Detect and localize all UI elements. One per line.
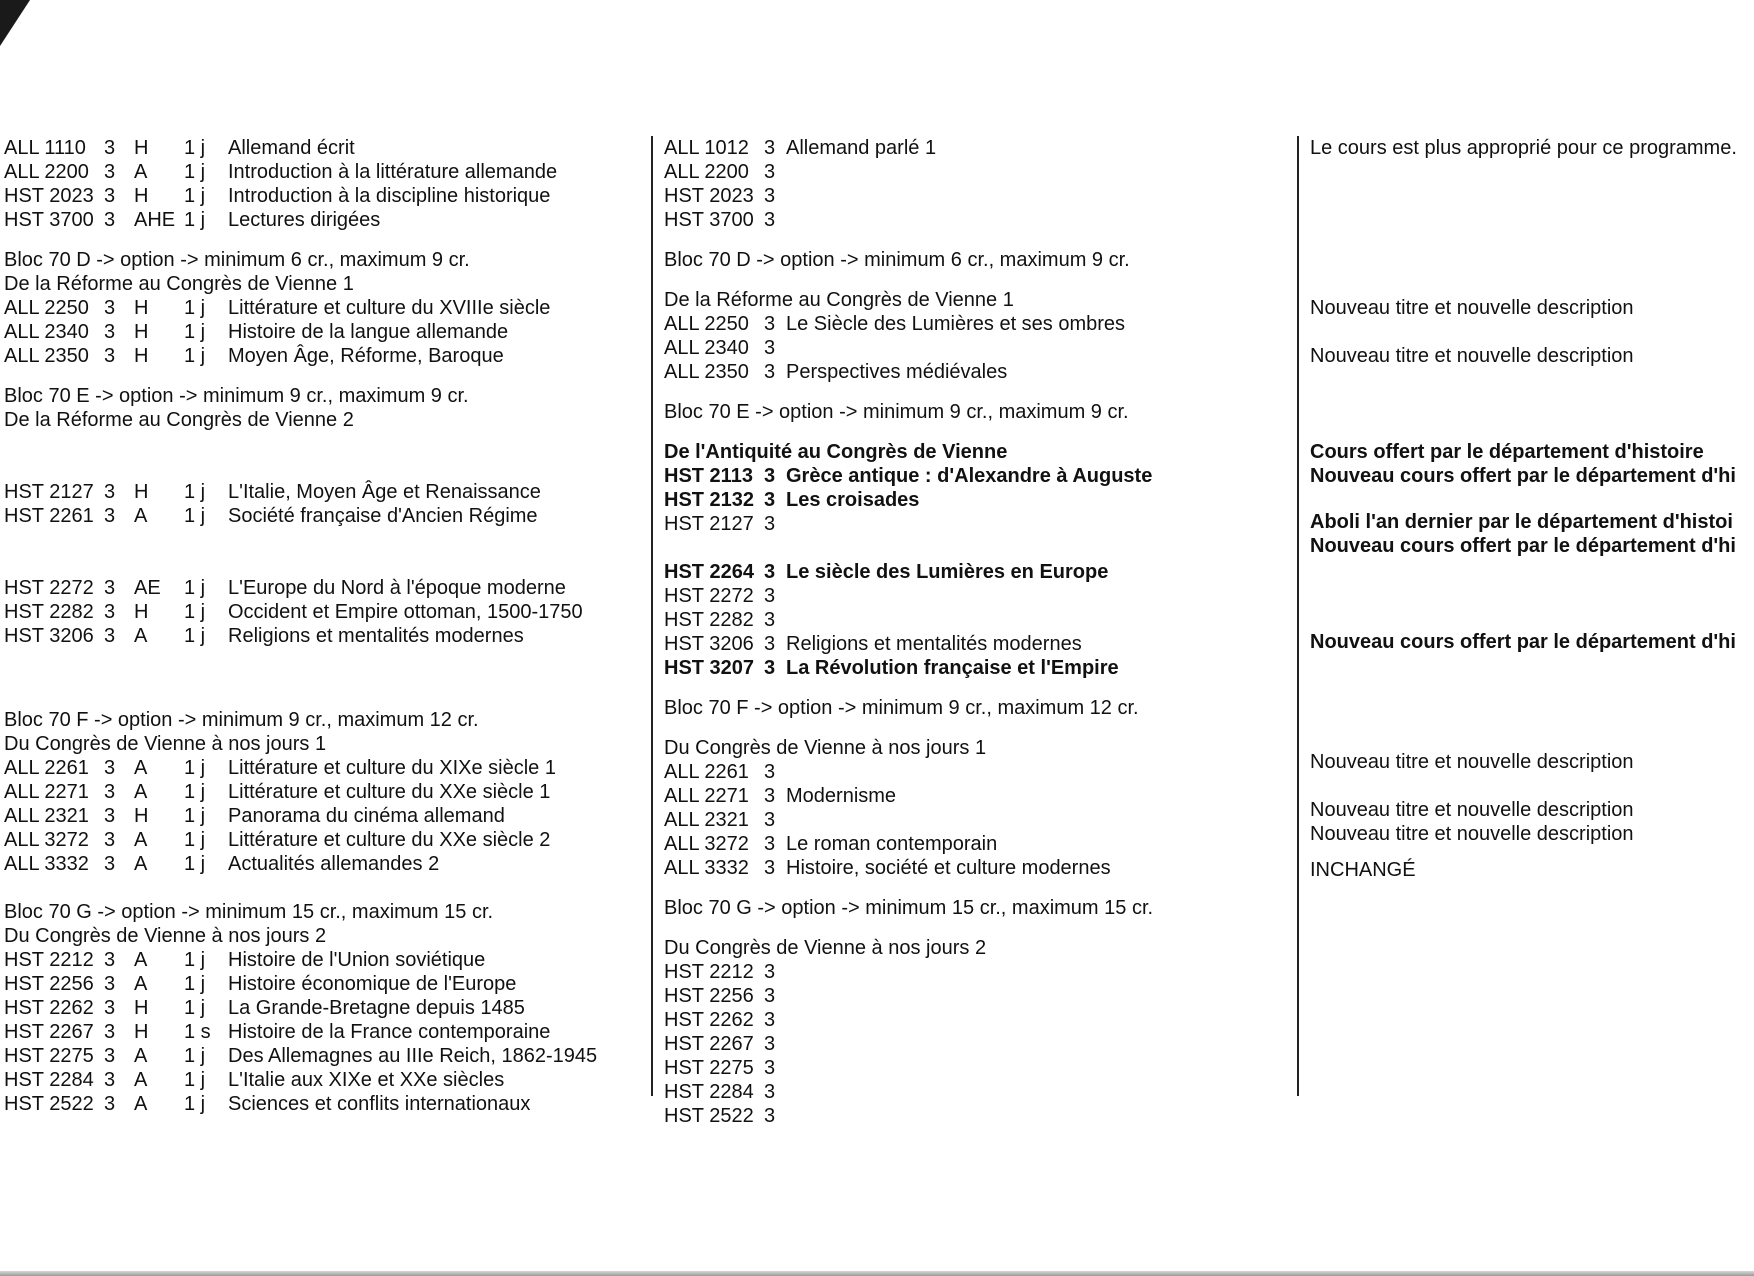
comment-hst-2113: Cours offert par le département d'histoire bbox=[1310, 441, 1704, 463]
course-title: Littérature et culture du XXe siècle 2 bbox=[228, 829, 551, 851]
course-code: HST 3700 bbox=[4, 209, 94, 231]
course-code: HST 3207 bbox=[664, 657, 755, 679]
course-credits: 3 bbox=[104, 997, 116, 1019]
course-credits: 3 bbox=[764, 1081, 776, 1103]
course-row bbox=[664, 160, 1284, 184]
course-credits: 3 bbox=[104, 1069, 116, 1091]
course-row bbox=[664, 960, 1284, 984]
course-title: Allemand écrit bbox=[228, 137, 355, 159]
course-row bbox=[664, 136, 1284, 160]
course-row bbox=[664, 784, 1284, 808]
course-duration: 1 j bbox=[184, 505, 206, 527]
course-code: ALL 2321 bbox=[4, 805, 89, 827]
bloc-d-header: Bloc 70 D -> option -> minimum 6 cr., maximum 9 cr. bbox=[664, 249, 1130, 271]
course-row bbox=[4, 852, 644, 876]
course-row bbox=[664, 608, 1284, 632]
course-row bbox=[664, 1056, 1284, 1080]
course-type: H bbox=[134, 601, 149, 623]
course-row bbox=[4, 344, 644, 368]
course-type: H bbox=[134, 345, 149, 367]
course-row bbox=[664, 1104, 1284, 1128]
course-code: ALL 2340 bbox=[664, 337, 749, 359]
course-type: A bbox=[134, 625, 148, 647]
course-credits: 3 bbox=[104, 185, 116, 207]
course-credits: 3 bbox=[764, 809, 776, 831]
course-row bbox=[664, 560, 1284, 584]
course-title: Lectures dirigées bbox=[228, 209, 381, 231]
course-credits: 3 bbox=[764, 657, 776, 679]
course-title: Grèce antique : d'Alexandre à Auguste bbox=[786, 465, 1153, 487]
course-row bbox=[664, 1008, 1284, 1032]
course-row bbox=[4, 160, 644, 184]
course-credits: 3 bbox=[104, 1021, 116, 1043]
course-code: HST 2127 bbox=[664, 513, 754, 535]
bloc-g-header: Bloc 70 G -> option -> minimum 15 cr., maximum 15 cr. bbox=[4, 901, 494, 923]
course-credits: 3 bbox=[764, 985, 776, 1007]
course-type: A bbox=[134, 853, 148, 875]
course-code: HST 2284 bbox=[4, 1069, 94, 1091]
course-title: Le siècle des Lumières en Europe bbox=[786, 561, 1109, 583]
course-title: Littérature et culture du XVIIIe siècle bbox=[228, 297, 551, 319]
course-row bbox=[664, 984, 1284, 1008]
course-duration: 1 j bbox=[184, 1069, 206, 1091]
course-code: HST 2282 bbox=[664, 609, 754, 631]
comment-intro: Le cours est plus approprié pour ce programme. bbox=[1310, 137, 1737, 159]
course-row bbox=[4, 320, 644, 344]
course-row bbox=[664, 464, 1284, 488]
course-credits: 3 bbox=[104, 345, 116, 367]
course-code: HST 2522 bbox=[664, 1105, 754, 1127]
course-type: H bbox=[134, 137, 149, 159]
course-type: A bbox=[134, 757, 148, 779]
course-code: ALL 2200 bbox=[664, 161, 749, 183]
course-title: Histoire de la langue allemande bbox=[228, 321, 509, 343]
course-credits: 3 bbox=[104, 321, 116, 343]
course-duration: 1 j bbox=[184, 345, 206, 367]
course-title: Occident et Empire ottoman, 1500-1750 bbox=[228, 601, 583, 623]
bloc-d-course-list bbox=[4, 296, 644, 368]
course-row bbox=[664, 856, 1284, 880]
course-row bbox=[4, 996, 644, 1020]
course-duration: 1 j bbox=[184, 1045, 206, 1067]
scan-corner-fold bbox=[0, 0, 30, 46]
comment-all-3332: Nouveau titre et nouvelle description bbox=[1310, 823, 1634, 845]
course-code: ALL 3332 bbox=[4, 853, 89, 875]
comment-all-2350: Nouveau titre et nouvelle description bbox=[1310, 345, 1634, 367]
course-code: HST 2262 bbox=[664, 1009, 754, 1031]
course-code: ALL 2261 bbox=[664, 761, 749, 783]
course-credits: 3 bbox=[104, 297, 116, 319]
course-credits: 3 bbox=[764, 465, 776, 487]
course-title: Société française d'Ancien Régime bbox=[228, 505, 538, 527]
course-row bbox=[664, 184, 1284, 208]
course-code: ALL 3272 bbox=[664, 833, 749, 855]
course-credits: 3 bbox=[104, 137, 116, 159]
bloc-d-subtitle: De la Réforme au Congrès de Vienne 1 bbox=[664, 289, 1014, 311]
bloc-e-course-list-a bbox=[664, 464, 1284, 536]
bloc-e-course-list-a bbox=[4, 480, 644, 528]
course-title: Perspectives médiévales bbox=[786, 361, 1008, 383]
course-code: ALL 2350 bbox=[664, 361, 749, 383]
course-code: HST 2272 bbox=[664, 585, 754, 607]
column-divider-1 bbox=[651, 136, 653, 1096]
course-title: L'Italie aux XIXe et XXe siècles bbox=[228, 1069, 505, 1091]
course-title: Modernisme bbox=[786, 785, 897, 807]
course-row bbox=[664, 1032, 1284, 1056]
course-row bbox=[4, 296, 644, 320]
course-row bbox=[664, 312, 1284, 336]
bloc-e-header: Bloc 70 E -> option -> minimum 9 cr., maximum 9 cr. bbox=[4, 385, 469, 407]
course-type: A bbox=[134, 1069, 148, 1091]
comment-all-3272: Nouveau titre et nouvelle description bbox=[1310, 799, 1634, 821]
course-credits: 3 bbox=[104, 577, 116, 599]
course-code: ALL 2321 bbox=[664, 809, 749, 831]
course-credits: 3 bbox=[104, 949, 116, 971]
course-row bbox=[4, 972, 644, 996]
course-code: ALL 3332 bbox=[664, 857, 749, 879]
course-code: HST 2256 bbox=[4, 973, 94, 995]
course-row bbox=[664, 632, 1284, 656]
course-duration: 1 j bbox=[184, 973, 206, 995]
course-code: HST 2127 bbox=[4, 481, 94, 503]
course-row bbox=[4, 780, 644, 804]
course-title: Le roman contemporain bbox=[786, 833, 998, 855]
course-row bbox=[664, 1080, 1284, 1104]
bloc-e-subtitle: De la Réforme au Congrès de Vienne 2 bbox=[4, 409, 354, 431]
course-row bbox=[664, 808, 1284, 832]
course-duration: 1 j bbox=[184, 1093, 206, 1115]
course-duration: 1 j bbox=[184, 577, 206, 599]
modified-program-column bbox=[664, 136, 1284, 1128]
course-row bbox=[664, 832, 1284, 856]
course-code: HST 3206 bbox=[4, 625, 94, 647]
course-row bbox=[664, 512, 1284, 536]
course-credits: 3 bbox=[104, 505, 116, 527]
course-row bbox=[4, 948, 644, 972]
course-row bbox=[664, 656, 1284, 680]
course-type: A bbox=[134, 1093, 148, 1115]
bloc-e-course-list-b bbox=[4, 576, 644, 648]
course-credits: 3 bbox=[104, 757, 116, 779]
course-code: HST 2284 bbox=[664, 1081, 754, 1103]
bloc-f-course-list bbox=[664, 760, 1284, 880]
course-credits: 3 bbox=[764, 337, 776, 359]
bloc-d-course-list bbox=[664, 312, 1284, 384]
comment-hst-3207: Nouveau cours offert par le département d'hi bbox=[1310, 631, 1736, 653]
comment-hst-2264: Nouveau cours offert par le département d'hi bbox=[1310, 535, 1736, 557]
course-credits: 3 bbox=[104, 1093, 116, 1115]
comment-bloc-g: INCHANGÉ bbox=[1310, 859, 1416, 881]
course-duration: 1 j bbox=[184, 601, 206, 623]
bloc-d-subtitle: De la Réforme au Congrès de Vienne 1 bbox=[4, 273, 354, 295]
course-row bbox=[4, 600, 644, 624]
course-credits: 3 bbox=[104, 161, 116, 183]
course-code: HST 2275 bbox=[664, 1057, 754, 1079]
course-credits: 3 bbox=[764, 137, 776, 159]
course-code: HST 2522 bbox=[4, 1093, 94, 1115]
course-credits: 3 bbox=[764, 833, 776, 855]
course-credits: 3 bbox=[104, 805, 116, 827]
comment-hst-2132: Nouveau cours offert par le département d'hi bbox=[1310, 465, 1736, 487]
bloc-f-subtitle: Du Congrès de Vienne à nos jours 1 bbox=[664, 737, 987, 759]
comment-all-2250: Nouveau titre et nouvelle description bbox=[1310, 297, 1634, 319]
course-type: H bbox=[134, 321, 149, 343]
course-credits: 3 bbox=[104, 853, 116, 875]
course-row bbox=[664, 360, 1284, 384]
course-row bbox=[4, 624, 644, 648]
course-duration: 1 j bbox=[184, 297, 206, 319]
course-code: ALL 2250 bbox=[664, 313, 749, 335]
course-code: HST 2267 bbox=[664, 1033, 754, 1055]
intro-course-list bbox=[664, 136, 1284, 232]
course-row bbox=[4, 136, 644, 160]
bloc-e-course-list-b bbox=[664, 560, 1284, 680]
course-code: ALL 2250 bbox=[4, 297, 89, 319]
course-duration: 1 j bbox=[184, 781, 206, 803]
course-row bbox=[4, 184, 644, 208]
course-credits: 3 bbox=[764, 209, 776, 231]
scan-bottom-edge bbox=[0, 1271, 1754, 1276]
course-credits: 3 bbox=[764, 961, 776, 983]
course-type: H bbox=[134, 481, 149, 503]
course-title: Les croisades bbox=[786, 489, 920, 511]
course-type: A bbox=[134, 973, 148, 995]
course-code: ALL 2271 bbox=[664, 785, 749, 807]
bloc-g-course-list bbox=[4, 948, 644, 1116]
course-title: Religions et mentalités modernes bbox=[786, 633, 1082, 655]
course-code: ALL 1012 bbox=[664, 137, 749, 159]
course-type: A bbox=[134, 505, 148, 527]
course-credits: 3 bbox=[104, 1045, 116, 1067]
course-credits: 3 bbox=[104, 625, 116, 647]
course-title: Allemand parlé 1 bbox=[786, 137, 937, 159]
course-credits: 3 bbox=[764, 313, 776, 335]
bloc-d-header: Bloc 70 D -> option -> minimum 6 cr., maximum 9 cr. bbox=[4, 249, 470, 271]
bloc-g-subtitle: Du Congrès de Vienne à nos jours 2 bbox=[664, 937, 987, 959]
course-code: ALL 2350 bbox=[4, 345, 89, 367]
course-type: A bbox=[134, 949, 148, 971]
course-code: HST 2212 bbox=[4, 949, 94, 971]
course-title: L'Europe du Nord à l'époque moderne bbox=[228, 577, 566, 599]
course-credits: 3 bbox=[104, 781, 116, 803]
course-title: Introduction à la discipline historique bbox=[228, 185, 551, 207]
course-duration: 1 j bbox=[184, 137, 206, 159]
course-duration: 1 j bbox=[184, 805, 206, 827]
course-credits: 3 bbox=[764, 513, 776, 535]
course-credits: 3 bbox=[104, 829, 116, 851]
course-title: Panorama du cinéma allemand bbox=[228, 805, 505, 827]
bloc-g-header: Bloc 70 G -> option -> minimum 15 cr., maximum 15 cr. bbox=[664, 897, 1154, 919]
course-code: HST 2256 bbox=[664, 985, 754, 1007]
current-program-column bbox=[4, 136, 644, 1116]
course-code: HST 3700 bbox=[664, 209, 754, 231]
course-type: H bbox=[134, 805, 149, 827]
course-title: Histoire, société et culture modernes bbox=[786, 857, 1111, 879]
course-title: Histoire de l'Union soviétique bbox=[228, 949, 486, 971]
course-row bbox=[4, 504, 644, 528]
course-credits: 3 bbox=[104, 601, 116, 623]
course-credits: 3 bbox=[764, 561, 776, 583]
course-credits: 3 bbox=[764, 1105, 776, 1127]
course-type: H bbox=[134, 297, 149, 319]
course-duration: 1 j bbox=[184, 829, 206, 851]
course-code: HST 2267 bbox=[4, 1021, 94, 1043]
course-code: HST 2212 bbox=[664, 961, 754, 983]
bloc-f-header: Bloc 70 F -> option -> minimum 9 cr., maximum 12 cr. bbox=[664, 697, 1139, 719]
course-type: A bbox=[134, 161, 148, 183]
course-credits: 3 bbox=[764, 1033, 776, 1055]
course-credits: 3 bbox=[764, 609, 776, 631]
comments-column bbox=[1310, 136, 1754, 882]
course-row bbox=[4, 576, 644, 600]
course-type: AE bbox=[134, 577, 161, 599]
course-duration: 1 j bbox=[184, 185, 206, 207]
course-code: ALL 3272 bbox=[4, 829, 89, 851]
course-title: Histoire de la France contemporaine bbox=[228, 1021, 551, 1043]
course-credits: 3 bbox=[104, 209, 116, 231]
course-code: HST 2023 bbox=[4, 185, 94, 207]
bloc-g-subtitle: Du Congrès de Vienne à nos jours 2 bbox=[4, 925, 327, 947]
course-code: HST 2113 bbox=[664, 465, 753, 487]
bloc-f-subtitle: Du Congrès de Vienne à nos jours 1 bbox=[4, 733, 327, 755]
course-type: H bbox=[134, 1021, 149, 1043]
comment-all-2271: Nouveau titre et nouvelle description bbox=[1310, 751, 1634, 773]
course-duration: 1 j bbox=[184, 949, 206, 971]
bloc-f-course-list bbox=[4, 756, 644, 876]
course-credits: 3 bbox=[764, 857, 776, 879]
course-code: ALL 2261 bbox=[4, 757, 89, 779]
course-code: HST 2272 bbox=[4, 577, 94, 599]
course-row bbox=[4, 1020, 644, 1044]
bloc-e-header: Bloc 70 E -> option -> minimum 9 cr., maximum 9 cr. bbox=[664, 401, 1129, 423]
course-duration: 1 j bbox=[184, 757, 206, 779]
course-type: AHE bbox=[134, 209, 176, 231]
course-code: HST 2132 bbox=[664, 489, 755, 511]
course-title: La Grande-Bretagne depuis 1485 bbox=[228, 997, 525, 1019]
course-credits: 3 bbox=[764, 585, 776, 607]
course-row bbox=[664, 584, 1284, 608]
course-type: H bbox=[134, 997, 149, 1019]
course-type: A bbox=[134, 781, 148, 803]
course-credits: 3 bbox=[104, 973, 116, 995]
course-row bbox=[4, 1044, 644, 1068]
course-row bbox=[4, 756, 644, 780]
course-row bbox=[664, 336, 1284, 360]
bloc-e-subtitle: De l'Antiquité au Congrès de Vienne bbox=[664, 441, 1008, 463]
course-duration: 1 j bbox=[184, 161, 206, 183]
course-credits: 3 bbox=[764, 1009, 776, 1031]
course-code: HST 2023 bbox=[664, 185, 754, 207]
course-row bbox=[4, 828, 644, 852]
course-code: ALL 1110 bbox=[4, 137, 86, 159]
course-code: HST 2262 bbox=[4, 997, 94, 1019]
column-divider-2 bbox=[1297, 136, 1299, 1096]
course-title: Religions et mentalités modernes bbox=[228, 625, 524, 647]
course-title: Littérature et culture du XIXe siècle 1 bbox=[228, 757, 556, 779]
course-code: HST 2261 bbox=[4, 505, 94, 527]
course-code: HST 2282 bbox=[4, 601, 94, 623]
course-row bbox=[4, 208, 644, 232]
bloc-g-course-list bbox=[664, 960, 1284, 1128]
course-credits: 3 bbox=[764, 161, 776, 183]
course-title: Littérature et culture du XXe siècle 1 bbox=[228, 781, 551, 803]
course-code: ALL 2200 bbox=[4, 161, 89, 183]
course-duration: 1 j bbox=[184, 625, 206, 647]
course-credits: 3 bbox=[764, 489, 776, 511]
course-row bbox=[4, 480, 644, 504]
course-code: HST 2264 bbox=[664, 561, 755, 583]
comment-hst-2261: Aboli l'an dernier par le département d'histoi bbox=[1310, 511, 1733, 533]
course-title: L'Italie, Moyen Âge et Renaissance bbox=[228, 481, 541, 503]
course-duration: 1 j bbox=[184, 997, 206, 1019]
course-row bbox=[4, 1068, 644, 1092]
course-row bbox=[664, 488, 1284, 512]
course-row bbox=[664, 760, 1284, 784]
course-row bbox=[664, 208, 1284, 232]
course-duration: 1 j bbox=[184, 853, 206, 875]
course-credits: 3 bbox=[764, 1057, 776, 1079]
course-duration: 1 j bbox=[184, 321, 206, 343]
course-type: H bbox=[134, 185, 149, 207]
course-title: Actualités allemandes 2 bbox=[228, 853, 440, 875]
course-code: ALL 2271 bbox=[4, 781, 89, 803]
course-code: HST 2275 bbox=[4, 1045, 94, 1067]
course-code: HST 3206 bbox=[664, 633, 754, 655]
course-row bbox=[4, 804, 644, 828]
course-title: Histoire économique de l'Europe bbox=[228, 973, 517, 995]
intro-course-list bbox=[4, 136, 644, 232]
course-duration: 1 s bbox=[184, 1021, 211, 1043]
course-title: Sciences et conflits internationaux bbox=[228, 1093, 531, 1115]
course-duration: 1 j bbox=[184, 209, 206, 231]
course-credits: 3 bbox=[764, 761, 776, 783]
course-type: A bbox=[134, 829, 148, 851]
course-credits: 3 bbox=[104, 481, 116, 503]
course-type: A bbox=[134, 1045, 148, 1067]
course-code: ALL 2340 bbox=[4, 321, 89, 343]
course-title: Introduction à la littérature allemande bbox=[228, 161, 558, 183]
course-credits: 3 bbox=[764, 361, 776, 383]
course-title: Le Siècle des Lumières et ses ombres bbox=[786, 313, 1126, 335]
course-credits: 3 bbox=[764, 785, 776, 807]
bloc-f-header: Bloc 70 F -> option -> minimum 9 cr., maximum 12 cr. bbox=[4, 709, 479, 731]
course-duration: 1 j bbox=[184, 481, 206, 503]
course-title: Des Allemagnes au IIIe Reich, 1862-1945 bbox=[228, 1045, 598, 1067]
course-credits: 3 bbox=[764, 633, 776, 655]
course-title: La Révolution française et l'Empire bbox=[786, 657, 1119, 679]
course-title: Moyen Âge, Réforme, Baroque bbox=[228, 345, 504, 367]
course-row bbox=[4, 1092, 644, 1116]
course-credits: 3 bbox=[764, 185, 776, 207]
